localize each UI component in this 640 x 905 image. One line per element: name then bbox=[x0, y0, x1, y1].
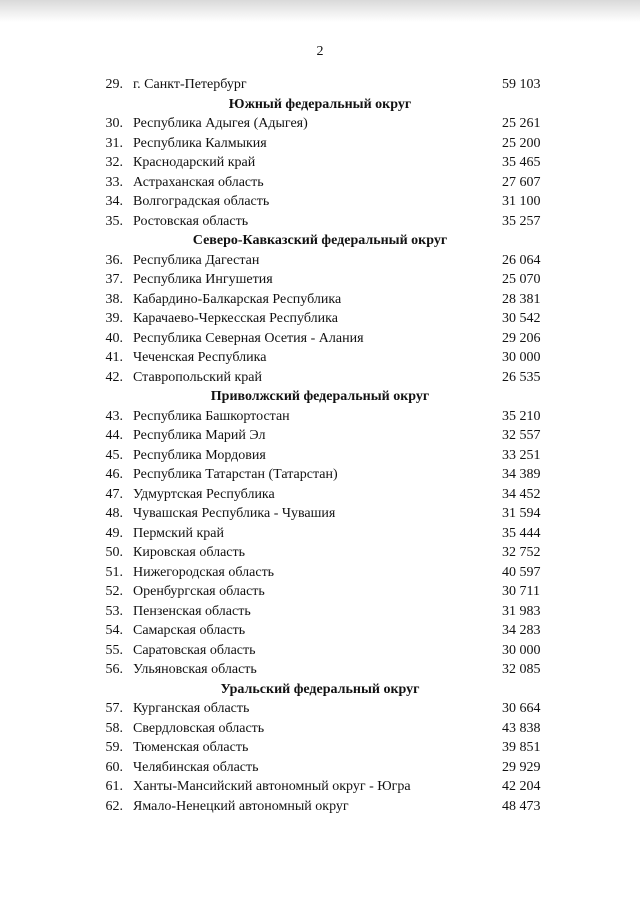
item-number: 49. bbox=[105, 525, 123, 541]
region-name: Карачаево-Черкесская Республика bbox=[133, 311, 338, 326]
region-value: 35 257 bbox=[502, 213, 541, 229]
region-value: 26 535 bbox=[502, 369, 541, 385]
item-number: 62. bbox=[105, 798, 123, 814]
region-name: Чувашская Республика - Чувашия bbox=[133, 506, 336, 521]
list-item bbox=[0, 738, 640, 758]
region-value: 27 607 bbox=[502, 174, 541, 190]
region-name: Краснодарский край bbox=[133, 155, 256, 170]
list-item bbox=[0, 543, 640, 563]
list-item bbox=[0, 134, 640, 154]
region-name: Чеченская Республика bbox=[133, 350, 267, 365]
region-name: Кировская область bbox=[133, 545, 246, 560]
item-number: 55. bbox=[105, 642, 123, 658]
region-value: 42 204 bbox=[502, 779, 541, 794]
region-name: Оренбургская область bbox=[133, 584, 265, 599]
item-number: 50. bbox=[105, 545, 123, 560]
item-number: 34. bbox=[105, 194, 123, 209]
item-number: 41. bbox=[105, 350, 123, 365]
region-value: 32 557 bbox=[502, 428, 541, 443]
item-number: 52. bbox=[105, 584, 123, 599]
item-number: 56. bbox=[105, 662, 123, 677]
region-value: 25 070 bbox=[502, 272, 541, 287]
region-value: 30 000 bbox=[502, 642, 541, 658]
list-item bbox=[0, 251, 640, 271]
item-number: 59. bbox=[105, 740, 123, 755]
district-heading bbox=[0, 387, 640, 407]
list-item bbox=[0, 660, 640, 680]
item-number: 32. bbox=[105, 155, 123, 170]
district-heading-text: Приволжский федеральный округ bbox=[210, 389, 430, 404]
region-value: 35 465 bbox=[502, 155, 541, 170]
item-number: 35. bbox=[105, 213, 123, 229]
item-number: 60. bbox=[105, 759, 123, 775]
item-number: 57. bbox=[105, 701, 123, 716]
list-item bbox=[0, 602, 640, 622]
region-name: Республика Мордовия bbox=[133, 447, 266, 463]
list-item bbox=[0, 290, 640, 310]
list-item bbox=[0, 192, 640, 212]
list-item bbox=[0, 777, 640, 797]
list-item bbox=[0, 621, 640, 641]
item-number: 46. bbox=[105, 467, 123, 482]
region-value: 40 597 bbox=[502, 564, 541, 580]
region-name: Нижегородская область bbox=[133, 564, 275, 580]
item-number: 40. bbox=[105, 330, 123, 346]
region-value: 34 389 bbox=[502, 467, 541, 482]
region-name: Тюменская область bbox=[133, 740, 249, 755]
list-item bbox=[0, 758, 640, 778]
region-name: Кабардино-Балкарская Республика bbox=[133, 291, 342, 307]
region-name: Челябинская область bbox=[133, 759, 259, 775]
list-item bbox=[0, 270, 640, 290]
region-name: Пермский край bbox=[133, 525, 224, 541]
list-item bbox=[0, 465, 640, 485]
item-number: 42. bbox=[105, 369, 123, 385]
region-name: Волгоградская область bbox=[133, 194, 270, 209]
list-item bbox=[0, 368, 640, 388]
district-heading bbox=[0, 680, 640, 700]
district-heading-text: Уральский федеральный округ bbox=[220, 681, 420, 697]
item-number: 61. bbox=[105, 779, 123, 794]
region-value: 31 100 bbox=[502, 194, 541, 209]
item-number: 33. bbox=[105, 174, 123, 190]
item-number: 47. bbox=[105, 486, 123, 502]
list-item bbox=[0, 426, 640, 446]
item-number: 38. bbox=[105, 291, 123, 307]
list-item bbox=[0, 719, 640, 739]
region-name: Саратовская область bbox=[133, 642, 256, 658]
item-number: 58. bbox=[105, 720, 123, 736]
item-number: 37. bbox=[105, 272, 123, 287]
region-name: Республика Калмыкия bbox=[133, 135, 267, 151]
region-name: Ростовская область bbox=[133, 213, 249, 229]
list-item bbox=[0, 563, 640, 583]
page-number: 2 bbox=[316, 44, 324, 59]
item-number: 30. bbox=[105, 116, 123, 131]
district-heading bbox=[0, 231, 640, 251]
district-heading bbox=[0, 95, 640, 115]
region-value: 25 200 bbox=[502, 135, 541, 151]
list-item bbox=[0, 329, 640, 349]
list-item bbox=[0, 153, 640, 173]
region-value: 33 251 bbox=[502, 447, 541, 463]
region-name: Свердловская область bbox=[133, 720, 265, 736]
region-name: Ульяновская область bbox=[133, 662, 257, 677]
region-value: 28 381 bbox=[502, 291, 541, 307]
region-name: Ставропольский край bbox=[133, 369, 262, 385]
list-item bbox=[0, 641, 640, 661]
list-item bbox=[0, 699, 640, 719]
region-value: 48 473 bbox=[502, 798, 541, 814]
region-value: 29 929 bbox=[502, 759, 541, 775]
region-name: Ханты-Мансийский автономный округ - Югра bbox=[133, 779, 411, 794]
region-list bbox=[0, 75, 640, 816]
item-number: 44. bbox=[105, 428, 123, 443]
region-name: Самарская область bbox=[133, 623, 246, 638]
list-item bbox=[0, 582, 640, 602]
region-value: 31 594 bbox=[502, 506, 541, 521]
item-number: 39. bbox=[105, 311, 123, 326]
item-number: 31. bbox=[105, 135, 123, 151]
district-heading-text: Северо-Кавказский федеральный округ bbox=[192, 233, 448, 248]
region-value: 43 838 bbox=[502, 720, 541, 736]
region-value: 29 206 bbox=[502, 330, 541, 346]
item-number: 36. bbox=[105, 252, 123, 268]
region-name: Республика Дагестан bbox=[133, 252, 260, 268]
item-number: 51. bbox=[105, 564, 123, 580]
region-name: Курганская область bbox=[133, 701, 250, 716]
region-value: 30 711 bbox=[502, 584, 540, 599]
region-value: 39 851 bbox=[502, 740, 541, 755]
region-value: 26 064 bbox=[502, 252, 541, 268]
item-number: 48. bbox=[105, 506, 123, 521]
list-item bbox=[0, 173, 640, 193]
region-name: Ямало-Ненецкий автономный округ bbox=[133, 798, 349, 814]
region-name: Республика Ингушетия bbox=[133, 272, 273, 287]
region-value: 30 000 bbox=[502, 350, 541, 365]
region-name: Удмуртская Республика bbox=[133, 486, 275, 502]
region-value: 31 983 bbox=[502, 603, 541, 619]
list-item bbox=[0, 212, 640, 232]
region-value: 59 103 bbox=[502, 77, 541, 92]
district-heading-text: Южный федеральный округ bbox=[228, 96, 412, 112]
region-name: Астраханская область bbox=[133, 174, 264, 190]
list-item bbox=[0, 524, 640, 544]
region-value: 35 210 bbox=[502, 408, 541, 424]
list-item bbox=[0, 114, 640, 134]
list-item bbox=[0, 485, 640, 505]
region-name: Республика Адыгея (Адыгея) bbox=[133, 116, 308, 131]
region-value: 30 664 bbox=[502, 701, 541, 716]
region-name: Республика Марий Эл bbox=[133, 428, 266, 443]
region-value: 25 261 bbox=[502, 116, 541, 131]
scan-edge-shadow bbox=[0, 0, 640, 22]
item-number: 45. bbox=[105, 447, 123, 463]
region-name: г. Санкт-Петербург bbox=[133, 77, 247, 92]
region-name: Республика Татарстан (Татарстан) bbox=[133, 467, 338, 482]
region-name: Пензенская область bbox=[133, 603, 251, 619]
item-number: 43. bbox=[105, 408, 123, 424]
item-number: 53. bbox=[105, 603, 123, 619]
item-number: 54. bbox=[105, 623, 123, 638]
list-item bbox=[0, 446, 640, 466]
region-value: 34 283 bbox=[502, 623, 541, 638]
region-value: 35 444 bbox=[502, 525, 541, 541]
region-value: 32 752 bbox=[502, 545, 541, 560]
region-name: Республика Башкортостан bbox=[133, 408, 290, 424]
list-item bbox=[0, 504, 640, 524]
list-item bbox=[0, 75, 640, 95]
item-number: 29. bbox=[105, 77, 123, 92]
list-item bbox=[0, 348, 640, 368]
region-value: 30 542 bbox=[502, 311, 541, 326]
list-item bbox=[0, 309, 640, 329]
region-name: Республика Северная Осетия - Алания bbox=[133, 330, 364, 346]
region-value: 32 085 bbox=[502, 662, 541, 677]
list-item bbox=[0, 797, 640, 817]
list-item bbox=[0, 407, 640, 427]
region-value: 34 452 bbox=[502, 486, 541, 502]
